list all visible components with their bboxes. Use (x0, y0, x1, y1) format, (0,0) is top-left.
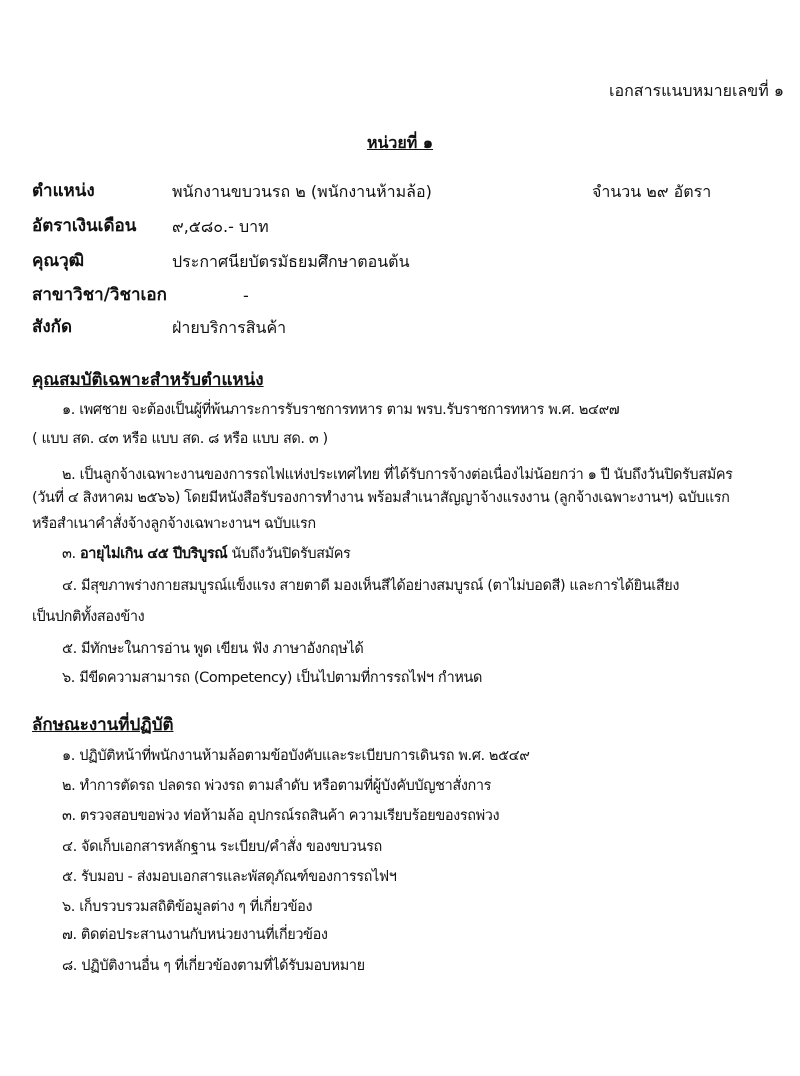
field-value-department: ฝ่ายบริการสินค้า (172, 318, 287, 337)
duties-heading: ลักษณะงานที่ปฏิบัติ (32, 715, 174, 735)
field-value-salary: ๙,๕๘๐.- บาท (172, 217, 269, 236)
qualification-item-2: ๒. เป็นลูกจ้างเฉพาะงานของการรถไฟแห่งประเทศไทย ที่ได้รับการจ้างต่อเนื่องไม่น้อยกว่า ๑ ปี นับถึงวันปิดรับสมัคร (62, 467, 733, 483)
field-label-salary: อัตราเงินเดือน (32, 216, 137, 236)
duty-item: ๖. เก็บรวบรวมสถิติข้อมูลต่าง ๆ ที่เกี่ยวข้อง (62, 899, 313, 915)
item-number: ๓. (62, 546, 80, 562)
qualification-item-2-cont2: หรือสำเนาคำสั่งจ้างลูกจ้างเฉพาะงานฯ ฉบับแรก (32, 516, 316, 532)
unit-title-text: หน่วยที่ ๑ (366, 133, 434, 152)
qualification-item-4: ๔. มีสุขภาพร่างกายสมบูรณ์แข็งแรง สายตาดี มองเห็นสีได้อย่างสมบูรณ์ (ตาไม่บอดสี) และการได้ยินเสียง (62, 578, 680, 594)
duty-item: ๒. ทำการตัดรถ ปลดรถ พ่วงรถ ตามลำดับ หรือตามที่ผู้บังคับบัญชาสั่งการ (62, 778, 492, 794)
qualifications-heading: คุณสมบัติเฉพาะสำหรับตำแหน่ง (32, 370, 264, 390)
qualification-item-6: ๖. มีขีดความสามารถ (Competency) เป็นไปตามที่การรถไฟฯ กำหนด (62, 670, 483, 686)
unit-title (0, 132, 800, 153)
duty-item: ๔. จัดเก็บเอกสารหลักฐาน ระเบียบ/คำสั่ง ของขบวนรถ (62, 839, 382, 855)
field-label-position: ตำแหน่ง (32, 181, 95, 201)
age-limit: อายุไม่เกิน ๔๕ ปีบริบูรณ์ (79, 546, 228, 562)
qualification-item-4-cont: เป็นปกติทั้งสองข้าง (32, 609, 145, 625)
field-label-department: สังกัด (32, 317, 73, 337)
duty-item: ๓. ตรวจสอบขอพ่วง ท่อห้ามล้อ อุปกรณ์รถสินค้า ความเรียบร้อยของรถพ่วง (62, 808, 500, 824)
qualification-item-5: ๕. มีทักษะในการอ่าน พูด เขียน ฟัง ภาษาอังกฤษได้ (62, 641, 364, 657)
field-value-count: จำนวน ๒๙ อัตรา (592, 182, 712, 201)
qualification-item-1-cont: ( แบบ สด. ๔๓ หรือ แบบ สด. ๘ หรือ แบบ สด. ๓ ) (32, 431, 328, 447)
field-label-major: สาขาวิชา/วิชาเอก (32, 285, 167, 305)
duty-item: ๗. ติดต่อประสานงานกับหน่วยงานที่เกี่ยวข้อง (62, 927, 328, 943)
duty-item: ๘. ปฏิบัติงานอื่น ๆ ที่เกี่ยวข้องตามที่ได้รับมอบหมาย (62, 958, 365, 974)
field-value-major: - (243, 286, 249, 305)
qualification-item-1: ๑. เพศชาย จะต้องเป็นผู้ที่พ้นภาระการรับราชการทหาร ตาม พรบ.รับราชการทหาร พ.ศ. ๒๔๙๗ (62, 402, 620, 418)
field-label-qualification: คุณวุฒิ (32, 251, 85, 271)
item-text: นับถึงวันปิดรับสมัคร (227, 546, 351, 562)
qualification-item-3 (62, 544, 788, 565)
duty-item: ๕. รับมอบ - ส่งมอบเอกสารและพัสดุภัณฑ์ของการรถไฟฯ (62, 869, 397, 885)
field-value-qualification: ประกาศนียบัตรมัธยมศึกษาตอนต้น (172, 252, 410, 271)
qualification-item-2-cont: (วันที่ ๔ สิงหาคม ๒๕๖๖) โดยมีหนังสือรับรองการทำงาน พร้อมสำเนาสัญญาจ้างแรงงาน (ลูกจ้างเฉพาะงานฯ) ฉบับแรก (32, 490, 730, 506)
document-reference: เอกสารแนบหมายเลขที่ ๑ (609, 81, 784, 100)
duty-item: ๑. ปฏิบัติหน้าที่พนักงานห้ามล้อตามข้อบังคับและระเบียบการเดินรถ พ.ศ. ๒๕๔๙ (62, 748, 530, 764)
field-value-position: พนักงานขบวนรถ ๒ (พนักงานห้ามล้อ) (172, 182, 432, 201)
